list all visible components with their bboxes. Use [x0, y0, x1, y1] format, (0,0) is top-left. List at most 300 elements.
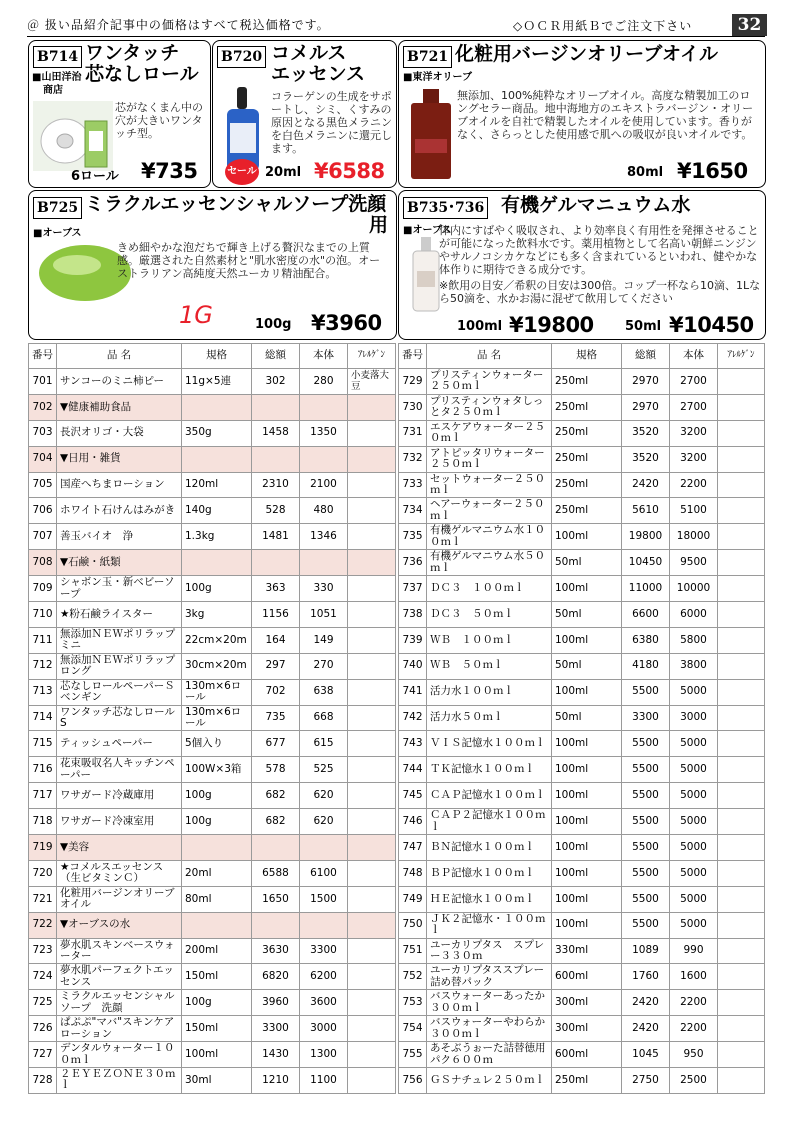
row-number: 720 [29, 860, 57, 886]
product-size-50ml: 50ml [625, 319, 662, 334]
row-allergen [348, 576, 396, 602]
row-name: ユーカリプタススプレー詰め替パック [427, 964, 552, 990]
row-allergen [348, 731, 396, 757]
germanium-water-bottle-image [409, 237, 443, 313]
row-total: 363 [252, 576, 300, 602]
product-size: 100g [255, 317, 292, 332]
row-number: 754 [399, 1016, 427, 1042]
row-allergen [718, 627, 765, 653]
row-total: 302 [252, 369, 300, 395]
empty-cell [252, 835, 300, 861]
product-title: 有機ゲルマニュウム水 [501, 194, 691, 216]
row-allergen [718, 783, 765, 809]
row-base: 6100 [300, 860, 348, 886]
row-total: 1481 [252, 524, 300, 550]
product-b720 [212, 40, 397, 188]
col-number: 番号 [399, 344, 427, 369]
sale-badge: セール [225, 159, 259, 185]
row-allergen [718, 705, 765, 731]
row-name: 無添加ＮＥＷポリラップミニ [57, 627, 182, 653]
row-total: 702 [252, 679, 300, 705]
table-header-row [29, 344, 396, 369]
row-total: 528 [252, 498, 300, 524]
row-total: 682 [252, 783, 300, 809]
table-row [399, 420, 765, 446]
table-row [399, 446, 765, 472]
row-spec: 5個入り [182, 731, 252, 757]
row-number: 744 [399, 757, 427, 783]
product-code: B720 [217, 46, 266, 68]
row-total: 5500 [622, 860, 670, 886]
row-base: 6000 [670, 602, 718, 628]
col-base: 本体 [670, 344, 718, 369]
row-base: 5000 [670, 835, 718, 861]
row-base: 5800 [670, 627, 718, 653]
empty-cell [252, 394, 300, 420]
row-allergen [348, 602, 396, 628]
row-name: 有機ゲルマニウム水５０ｍｌ [427, 550, 552, 576]
row-number: 704 [29, 446, 57, 472]
maker-line2: 商店 [43, 85, 63, 96]
row-name: サンコーのミニ柿ピー [57, 369, 182, 395]
product-title: 化粧用バージンオリーブオイル [455, 43, 719, 65]
product-title-line2: エッセンス [271, 63, 366, 85]
row-base: 3800 [670, 653, 718, 679]
category-row [29, 550, 396, 576]
table-row [399, 1042, 765, 1068]
row-allergen [718, 886, 765, 912]
row-base: 3600 [300, 990, 348, 1016]
row-allergen [718, 524, 765, 550]
row-name: ＨＥ記憶水１００ｍｌ [427, 886, 552, 912]
row-base: 149 [300, 627, 348, 653]
product-code: B714 [33, 46, 82, 68]
row-spec: 120ml [182, 472, 252, 498]
row-base: 5000 [670, 809, 718, 835]
row-allergen [348, 420, 396, 446]
row-spec: 100g [182, 576, 252, 602]
row-spec: 130m×6ロール [182, 679, 252, 705]
price-table-right [398, 343, 765, 1094]
empty-cell [348, 446, 396, 472]
row-spec: 200ml [182, 938, 252, 964]
table-row [399, 757, 765, 783]
row-spec: 100ml [552, 627, 622, 653]
table-row [29, 498, 396, 524]
row-spec: 150ml [182, 964, 252, 990]
row-base: 2200 [670, 472, 718, 498]
row-total: 2420 [622, 472, 670, 498]
row-base: 620 [300, 809, 348, 835]
row-number: 733 [399, 472, 427, 498]
row-number: 751 [399, 938, 427, 964]
row-allergen [718, 472, 765, 498]
row-total: 19800 [622, 524, 670, 550]
product-price: ¥1650 [677, 159, 748, 183]
row-total: 3630 [252, 938, 300, 964]
row-base: 525 [300, 757, 348, 783]
row-name: あそぶうぉーた詰替徳用パク６００ｍ [427, 1042, 552, 1068]
row-name: 化粧用バージンオリーブオイル [57, 886, 182, 912]
row-spec: 100g [182, 809, 252, 835]
row-spec: 330ml [552, 938, 622, 964]
row-total: 5500 [622, 809, 670, 835]
row-name: ▼オーブスの水 [57, 912, 182, 938]
table-row [399, 498, 765, 524]
row-total: 2750 [622, 1068, 670, 1094]
table-row [29, 731, 396, 757]
row-name: ２ＥＹＥＺＯＮＥ３０ｍｌ [57, 1068, 182, 1094]
product-description: 芯がなくまん中の穴が大きいワンタッチ型。 [115, 101, 203, 140]
table-row [399, 472, 765, 498]
product-description: 体内にすばやく吸収され、より効率良く有用性を発揮させることが可能になった飲料水です。薬用植物として名高い朝鮮ニンジンやサルノコシカケなどにも多く含まれているといわれ、健やかな体作りに期待できる成分です。 [439, 224, 759, 276]
row-number: 716 [29, 757, 57, 783]
product-b735-736 [398, 190, 766, 340]
table-row [29, 1068, 396, 1094]
row-allergen [718, 1042, 765, 1068]
tax-note: ＠ 扱い品紹介記事中の価格はすべて税込価格です。 [27, 18, 330, 32]
col-name: 品 名 [57, 344, 182, 369]
table-row [399, 990, 765, 1016]
row-number: 736 [399, 550, 427, 576]
row-name: ▼美容 [57, 835, 182, 861]
row-name: 活力水１００ｍｌ [427, 679, 552, 705]
row-base: 1300 [300, 1042, 348, 1068]
row-name: 芯なしロールペーパーＳ ベンギン [57, 679, 182, 705]
row-total: 3520 [622, 420, 670, 446]
row-name: ユーカリプタス スプレー３３０ｍ [427, 938, 552, 964]
row-total: 5500 [622, 757, 670, 783]
row-total: 5500 [622, 679, 670, 705]
row-spec: 100ml [552, 524, 622, 550]
table-row [29, 886, 396, 912]
row-allergen [718, 912, 765, 938]
row-total: 5500 [622, 886, 670, 912]
row-spec: 600ml [552, 1042, 622, 1068]
table-row [399, 835, 765, 861]
table-row [399, 369, 765, 395]
row-name: 有機ゲルマニウム水１００ｍｌ [427, 524, 552, 550]
product-note: ※飲用の目安／希釈の目安は300倍。コップ一杯なら10滴、1Lなら50滴を、水かお湯に混ぜて飲用してください [439, 279, 761, 305]
product-price-50ml: ¥10450 [669, 313, 754, 337]
row-number: 747 [399, 835, 427, 861]
product-code: B721 [403, 46, 452, 68]
row-number: 724 [29, 964, 57, 990]
row-allergen [348, 938, 396, 964]
row-name: ミラクルエッセンシャルソープ 洗顔 [57, 990, 182, 1016]
row-spec: 100g [182, 783, 252, 809]
row-total: 5500 [622, 912, 670, 938]
row-allergen [348, 783, 396, 809]
row-base: 620 [300, 783, 348, 809]
row-number: 709 [29, 576, 57, 602]
table-row [399, 705, 765, 731]
row-allergen [718, 550, 765, 576]
table-row [29, 860, 396, 886]
row-number: 710 [29, 602, 57, 628]
table-row [399, 886, 765, 912]
row-name: ＢＮ記憶水１００ｍｌ [427, 835, 552, 861]
row-number: 729 [399, 369, 427, 395]
row-allergen [718, 731, 765, 757]
row-allergen [718, 835, 765, 861]
row-spec: 1.3kg [182, 524, 252, 550]
row-total: 164 [252, 627, 300, 653]
row-name: ＣＡＰ２記憶水１００ｍｌ [427, 809, 552, 835]
product-b714 [28, 40, 211, 188]
price-table-left [28, 343, 396, 1094]
table-row [399, 627, 765, 653]
product-price-100ml: ¥19800 [509, 313, 594, 337]
row-spec: 100ml [552, 731, 622, 757]
row-spec: 250ml [552, 394, 622, 420]
row-number: 721 [29, 886, 57, 912]
row-allergen [348, 627, 396, 653]
empty-cell [300, 912, 348, 938]
row-allergen [718, 757, 765, 783]
empty-cell [348, 550, 396, 576]
row-number: 749 [399, 886, 427, 912]
row-total: 1760 [622, 964, 670, 990]
col-total: 総額 [252, 344, 300, 369]
table-row [399, 783, 765, 809]
product-title-line2: 芯なしロール [85, 63, 199, 85]
table-row [399, 524, 765, 550]
row-name: ＷＢ １００ｍｌ [427, 627, 552, 653]
row-number: 725 [29, 990, 57, 1016]
product-price: ¥6588 [314, 159, 385, 183]
row-base: 5000 [670, 912, 718, 938]
header-rule [27, 36, 765, 37]
row-allergen [718, 964, 765, 990]
table-header-row [399, 344, 765, 369]
product-code: B735･736 [403, 197, 488, 219]
empty-cell [252, 912, 300, 938]
row-allergen [718, 602, 765, 628]
row-allergen: 小麦落大豆 [348, 369, 396, 395]
table-row [29, 757, 396, 783]
empty-cell [300, 446, 348, 472]
row-allergen [718, 1068, 765, 1094]
row-base: 1600 [670, 964, 718, 990]
table-row [399, 550, 765, 576]
row-name: ＣＡＰ記憶水１００ｍｌ [427, 783, 552, 809]
row-allergen [348, 860, 396, 886]
category-row [29, 394, 396, 420]
row-base: 5000 [670, 886, 718, 912]
row-name: デンタルウォーター１００ｍｌ [57, 1042, 182, 1068]
row-allergen [718, 1016, 765, 1042]
row-spec: 250ml [552, 446, 622, 472]
table-row [399, 602, 765, 628]
row-allergen [348, 524, 396, 550]
row-number: 715 [29, 731, 57, 757]
table-row [29, 809, 396, 835]
empty-cell [348, 835, 396, 861]
row-name: ＷＢ ５０ｍｌ [427, 653, 552, 679]
row-name: エスケアウォーター２５０ｍｌ [427, 420, 552, 446]
row-base: 1051 [300, 602, 348, 628]
row-number: 734 [399, 498, 427, 524]
row-number: 748 [399, 860, 427, 886]
row-spec: 100ml [552, 576, 622, 602]
row-number: 727 [29, 1042, 57, 1068]
row-total: 1089 [622, 938, 670, 964]
row-allergen [348, 886, 396, 912]
category-row [29, 446, 396, 472]
table-row [29, 576, 396, 602]
row-number: 717 [29, 783, 57, 809]
product-title: ミラクルエッセンシャルソープ洗顔 [85, 193, 387, 215]
category-row [29, 912, 396, 938]
row-total: 1210 [252, 1068, 300, 1094]
empty-cell [182, 835, 252, 861]
empty-cell [300, 835, 348, 861]
table-row [29, 705, 396, 731]
row-number: 737 [399, 576, 427, 602]
row-total: 3300 [622, 705, 670, 731]
row-number: 714 [29, 705, 57, 731]
row-base: 950 [670, 1042, 718, 1068]
table-row [29, 602, 396, 628]
row-allergen [718, 394, 765, 420]
table-row [399, 576, 765, 602]
row-base: 2200 [670, 990, 718, 1016]
row-number: 756 [399, 1068, 427, 1094]
row-base: 9500 [670, 550, 718, 576]
row-allergen [718, 860, 765, 886]
row-number: 706 [29, 498, 57, 524]
row-allergen [348, 1016, 396, 1042]
row-number: 701 [29, 369, 57, 395]
row-spec: 250ml [552, 369, 622, 395]
row-spec: 140g [182, 498, 252, 524]
table-row [399, 809, 765, 835]
row-spec: 50ml [552, 550, 622, 576]
row-total: 2970 [622, 369, 670, 395]
row-name: セットウォーター２５０ｍｌ [427, 472, 552, 498]
col-number: 番号 [29, 344, 57, 369]
row-name: ★コメルスエッセンス（生ビタミンＣ） [57, 860, 182, 886]
row-spec: 30ml [182, 1068, 252, 1094]
row-base: 2100 [300, 472, 348, 498]
row-name: ▼日用・雑貨 [57, 446, 182, 472]
col-total: 総額 [622, 344, 670, 369]
row-allergen [348, 990, 396, 1016]
row-allergen [718, 498, 765, 524]
table-row [399, 938, 765, 964]
row-number: 726 [29, 1016, 57, 1042]
row-total: 10450 [622, 550, 670, 576]
product-title-line2: 用 [369, 214, 389, 236]
row-total: 6588 [252, 860, 300, 886]
row-number: 707 [29, 524, 57, 550]
empty-cell [182, 550, 252, 576]
col-name: 品 名 [427, 344, 552, 369]
row-spec: 130m×6ロール [182, 705, 252, 731]
row-base: 3300 [300, 938, 348, 964]
empty-cell [182, 446, 252, 472]
row-name: ＪＫ２記憶水・１００ｍｌ [427, 912, 552, 938]
row-name: 夢水肌パーフェクトエッセンス [57, 964, 182, 990]
row-spec: 250ml [552, 1068, 622, 1094]
row-allergen [718, 576, 765, 602]
row-spec: 22cm×20m [182, 627, 252, 653]
row-total: 1156 [252, 602, 300, 628]
row-total: 2970 [622, 394, 670, 420]
row-base: 330 [300, 576, 348, 602]
row-base: 1350 [300, 420, 348, 446]
row-number: 746 [399, 809, 427, 835]
row-name: ＧＳナチュレ２５０ｍｌ [427, 1068, 552, 1094]
product-b725 [28, 190, 397, 340]
row-name: 長沢オリゴ・大袋 [57, 420, 182, 446]
row-total: 3960 [252, 990, 300, 1016]
row-name: ぱぷぷ"マバ"スキンケアローション [57, 1016, 182, 1042]
row-spec: 600ml [552, 964, 622, 990]
table-row [29, 420, 396, 446]
row-spec: 100ml [552, 809, 622, 835]
order-note: ◇ＯＣＲ用紙Ｂでご注文下さい [513, 19, 693, 33]
row-number: 743 [399, 731, 427, 757]
row-allergen [348, 705, 396, 731]
row-base: 5000 [670, 757, 718, 783]
table-row [399, 912, 765, 938]
table-row [399, 964, 765, 990]
row-spec: 100ml [552, 757, 622, 783]
product-price: ¥3960 [311, 311, 382, 335]
empty-cell [300, 394, 348, 420]
row-number: 755 [399, 1042, 427, 1068]
row-name: ＴＫ記憶水１００ｍｌ [427, 757, 552, 783]
row-allergen [348, 472, 396, 498]
row-base: 3200 [670, 420, 718, 446]
row-base: 10000 [670, 576, 718, 602]
col-allergen: ｱﾚﾙｹﾞﾝ [348, 344, 396, 369]
empty-cell [182, 912, 252, 938]
row-name: プリスティンウォーター２５０ｍｌ [427, 369, 552, 395]
row-spec: 30cm×20m [182, 653, 252, 679]
row-total: 735 [252, 705, 300, 731]
row-number: 741 [399, 679, 427, 705]
row-total: 1430 [252, 1042, 300, 1068]
row-allergen [718, 420, 765, 446]
product-maker: ■東洋オリーブ [403, 72, 472, 83]
empty-cell [348, 394, 396, 420]
row-allergen [348, 964, 396, 990]
row-allergen [718, 809, 765, 835]
olive-oil-bottle-image [407, 89, 455, 181]
row-number: 728 [29, 1068, 57, 1094]
row-total: 677 [252, 731, 300, 757]
row-number: 752 [399, 964, 427, 990]
row-number: 735 [399, 524, 427, 550]
product-title-line1: ワンタッチ [85, 42, 180, 64]
row-spec: 50ml [552, 602, 622, 628]
product-b721 [398, 40, 766, 188]
row-total: 682 [252, 809, 300, 835]
product-description: コラーゲンの生成をサポートし、シミ、くすみの原因となる黒色メラニンを白色メラニンに還元します。 [271, 90, 392, 155]
weight-tag: 1G [179, 301, 213, 329]
row-base: 480 [300, 498, 348, 524]
empty-cell [252, 550, 300, 576]
row-total: 5500 [622, 835, 670, 861]
row-base: 2700 [670, 394, 718, 420]
table-row [399, 860, 765, 886]
product-maker: ■オーブス [33, 228, 82, 239]
row-spec: 100ml [552, 679, 622, 705]
row-allergen [718, 990, 765, 1016]
